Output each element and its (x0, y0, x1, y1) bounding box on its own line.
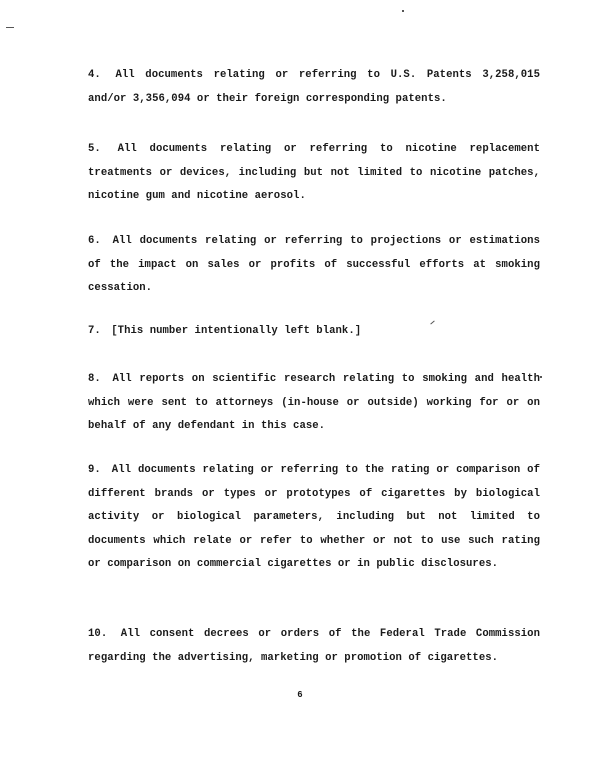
request-item-7 (88, 320, 540, 344)
item-number: 6. (88, 235, 101, 247)
item-text: All documents relating or referring to projections or estimations of the impact on sales or profits of successful efforts at smoking cessation. (88, 235, 540, 294)
item-number: 5. (88, 143, 101, 155)
page-number: 6 (297, 690, 303, 700)
item-text: [This number intentionally left blank.] (111, 325, 362, 337)
request-item-9 (88, 459, 540, 577)
item-number: 7. (88, 325, 101, 337)
scan-speck (6, 27, 14, 28)
request-item-4 (88, 64, 540, 111)
item-text: All documents relating or referring to the rating or comparison of different brands or types or prototypes of cigarettes by biological activity or biological parameters, including but not limited to documents which relate or refer to whether or not to use such rating or comparison on commercial cigarettes or in public disclosures. (88, 464, 540, 570)
request-item-6 (88, 230, 540, 301)
scan-speck (402, 10, 404, 12)
request-item-8 (88, 368, 540, 439)
item-number: 8. (88, 373, 101, 385)
item-number: 4. (88, 69, 101, 81)
request-item-5 (88, 138, 540, 209)
item-text: All reports on scientific research relating to smoking and health which were sent to attorneys (in-house or outside) working for or on behalf of any defendant in this case. (88, 373, 540, 432)
item-text: All documents relating or referring to U.S. Patents 3,258,015 and/or 3,356,094 or their foreign corresponding patents. (88, 69, 540, 105)
scan-speck (540, 376, 542, 378)
item-number: 10. (88, 628, 108, 640)
item-text: All documents relating or referring to nicotine replacement treatments or devices, including but not limited to nicotine patches, nicotine gum and nicotine aerosol. (88, 143, 540, 202)
item-number: 9. (88, 464, 101, 476)
request-item-10 (88, 623, 540, 670)
item-text: All consent decrees or orders of the Federal Trade Commission regarding the advertising, marketing or promotion of cigarettes. (88, 628, 540, 664)
